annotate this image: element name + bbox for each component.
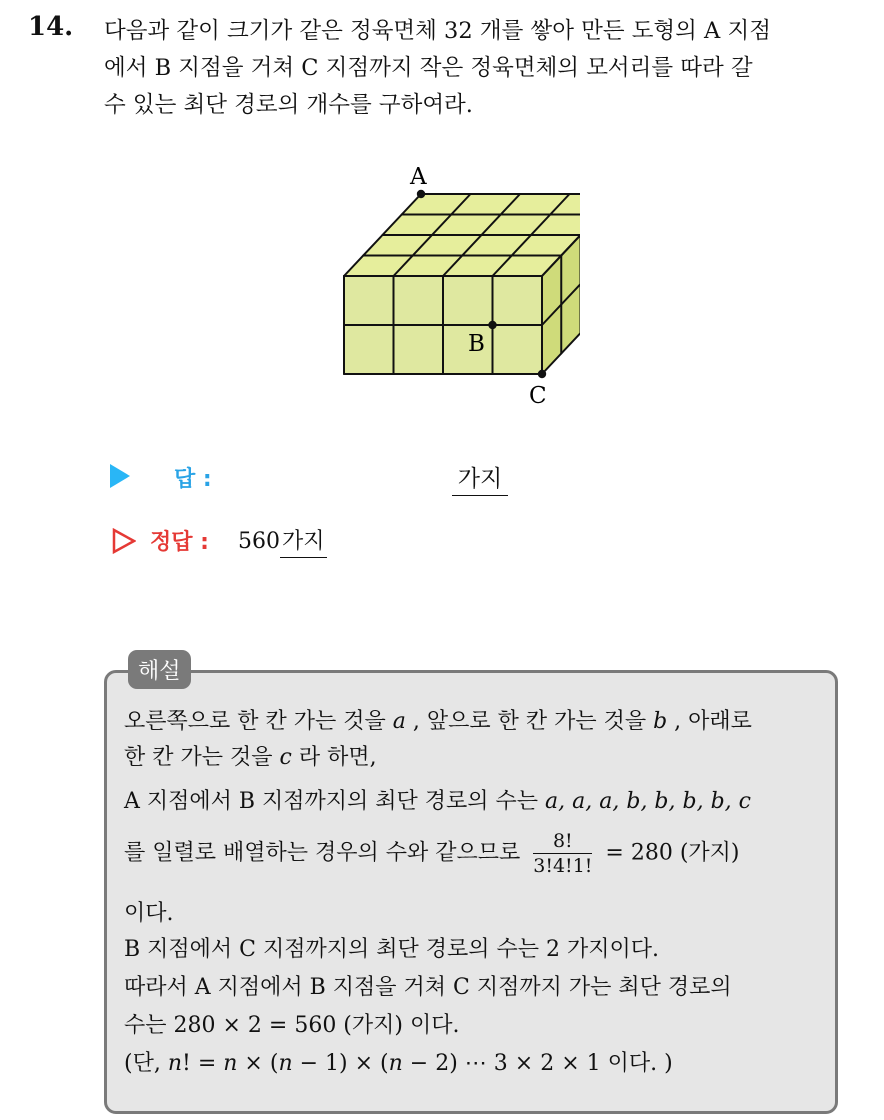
fraction-denominator: 3!4!1! xyxy=(533,855,593,877)
solution-tag: 해설 xyxy=(128,650,191,689)
answer-marker-icon xyxy=(110,464,130,488)
variable: a xyxy=(392,709,406,734)
point-label-b: B xyxy=(468,331,485,357)
text: ! = xyxy=(182,1051,224,1076)
text: 라 하면, xyxy=(291,745,377,770)
text: 오른쪽으로 한 칸 가는 것을 xyxy=(124,709,393,734)
question-line: 다음과 같이 크기가 같은 정육면체 32 개를 쌓아 만든 도형의 A 지점 xyxy=(104,18,771,44)
point-label-a: A xyxy=(410,164,427,190)
solution-line-7: 따라서 A 지점에서 B 지점을 거쳐 C 지점까지 가는 최단 경로의 xyxy=(124,975,732,1000)
letter-sequence: a, a, a, b, b, b, b, c xyxy=(545,789,751,814)
text: 한 칸 가는 것을 xyxy=(124,745,280,770)
variable: n xyxy=(278,1051,293,1076)
solution-line-9 xyxy=(124,1046,673,1077)
text: − 2) ⋯ 3 × 2 × 1 이다. ) xyxy=(402,1051,673,1076)
variable: n xyxy=(167,1051,182,1076)
text: − 1) × ( xyxy=(292,1051,389,1076)
point-b-dot xyxy=(488,321,496,329)
text: A 지점에서 B 지점까지의 최단 경로의 수는 xyxy=(124,789,546,814)
question-line: 에서 B 지점을 거쳐 C 지점까지 작은 정육면체의 모서리를 따라 갈 xyxy=(104,55,753,81)
text: = 280 (가지) xyxy=(598,840,740,866)
fraction xyxy=(533,830,592,877)
question-number: 14. xyxy=(28,12,74,42)
point-c-dot xyxy=(538,370,546,378)
question-text xyxy=(104,13,864,124)
point-a-dot xyxy=(417,190,425,198)
fraction-numerator: 8! xyxy=(533,830,592,854)
solution-line-4 xyxy=(124,830,740,877)
solution-line-1 xyxy=(124,704,752,735)
text: , 아래로 xyxy=(667,709,752,734)
correct-marker-icon xyxy=(112,528,136,554)
correct-unit: 가지 xyxy=(280,524,327,558)
text: 를 일렬로 배열하는 경우의 수와 같으므로 xyxy=(124,840,528,866)
text: × ( xyxy=(237,1051,279,1076)
variable: b xyxy=(653,709,668,734)
answer-label: 답 : xyxy=(174,467,212,492)
text: (단, xyxy=(124,1051,168,1076)
correct-answer xyxy=(238,524,327,558)
solution-line-6: B 지점에서 C 지점까지의 최단 경로의 수는 2 가지이다. xyxy=(124,937,659,962)
answer-unit: 가지 xyxy=(452,460,508,496)
text: , 앞으로 한 칸 가는 것을 xyxy=(405,709,654,734)
solution-line-8: 수는 280 × 2 = 560 (가지) 이다. xyxy=(124,1013,460,1038)
solution-line-5: 이다. xyxy=(124,901,174,926)
correct-label: 정답 : xyxy=(150,530,209,555)
solution-line-2 xyxy=(124,740,377,771)
variable: n xyxy=(223,1051,238,1076)
point-label-c: C xyxy=(529,383,547,409)
variable: n xyxy=(388,1051,403,1076)
variable: c xyxy=(279,745,292,770)
correct-value: 560 xyxy=(238,529,280,554)
solution-line-3 xyxy=(124,784,751,815)
cube-stack-figure xyxy=(320,160,580,410)
question-line: 수 있는 최단 경로의 개수를 구하여라. xyxy=(104,92,473,118)
